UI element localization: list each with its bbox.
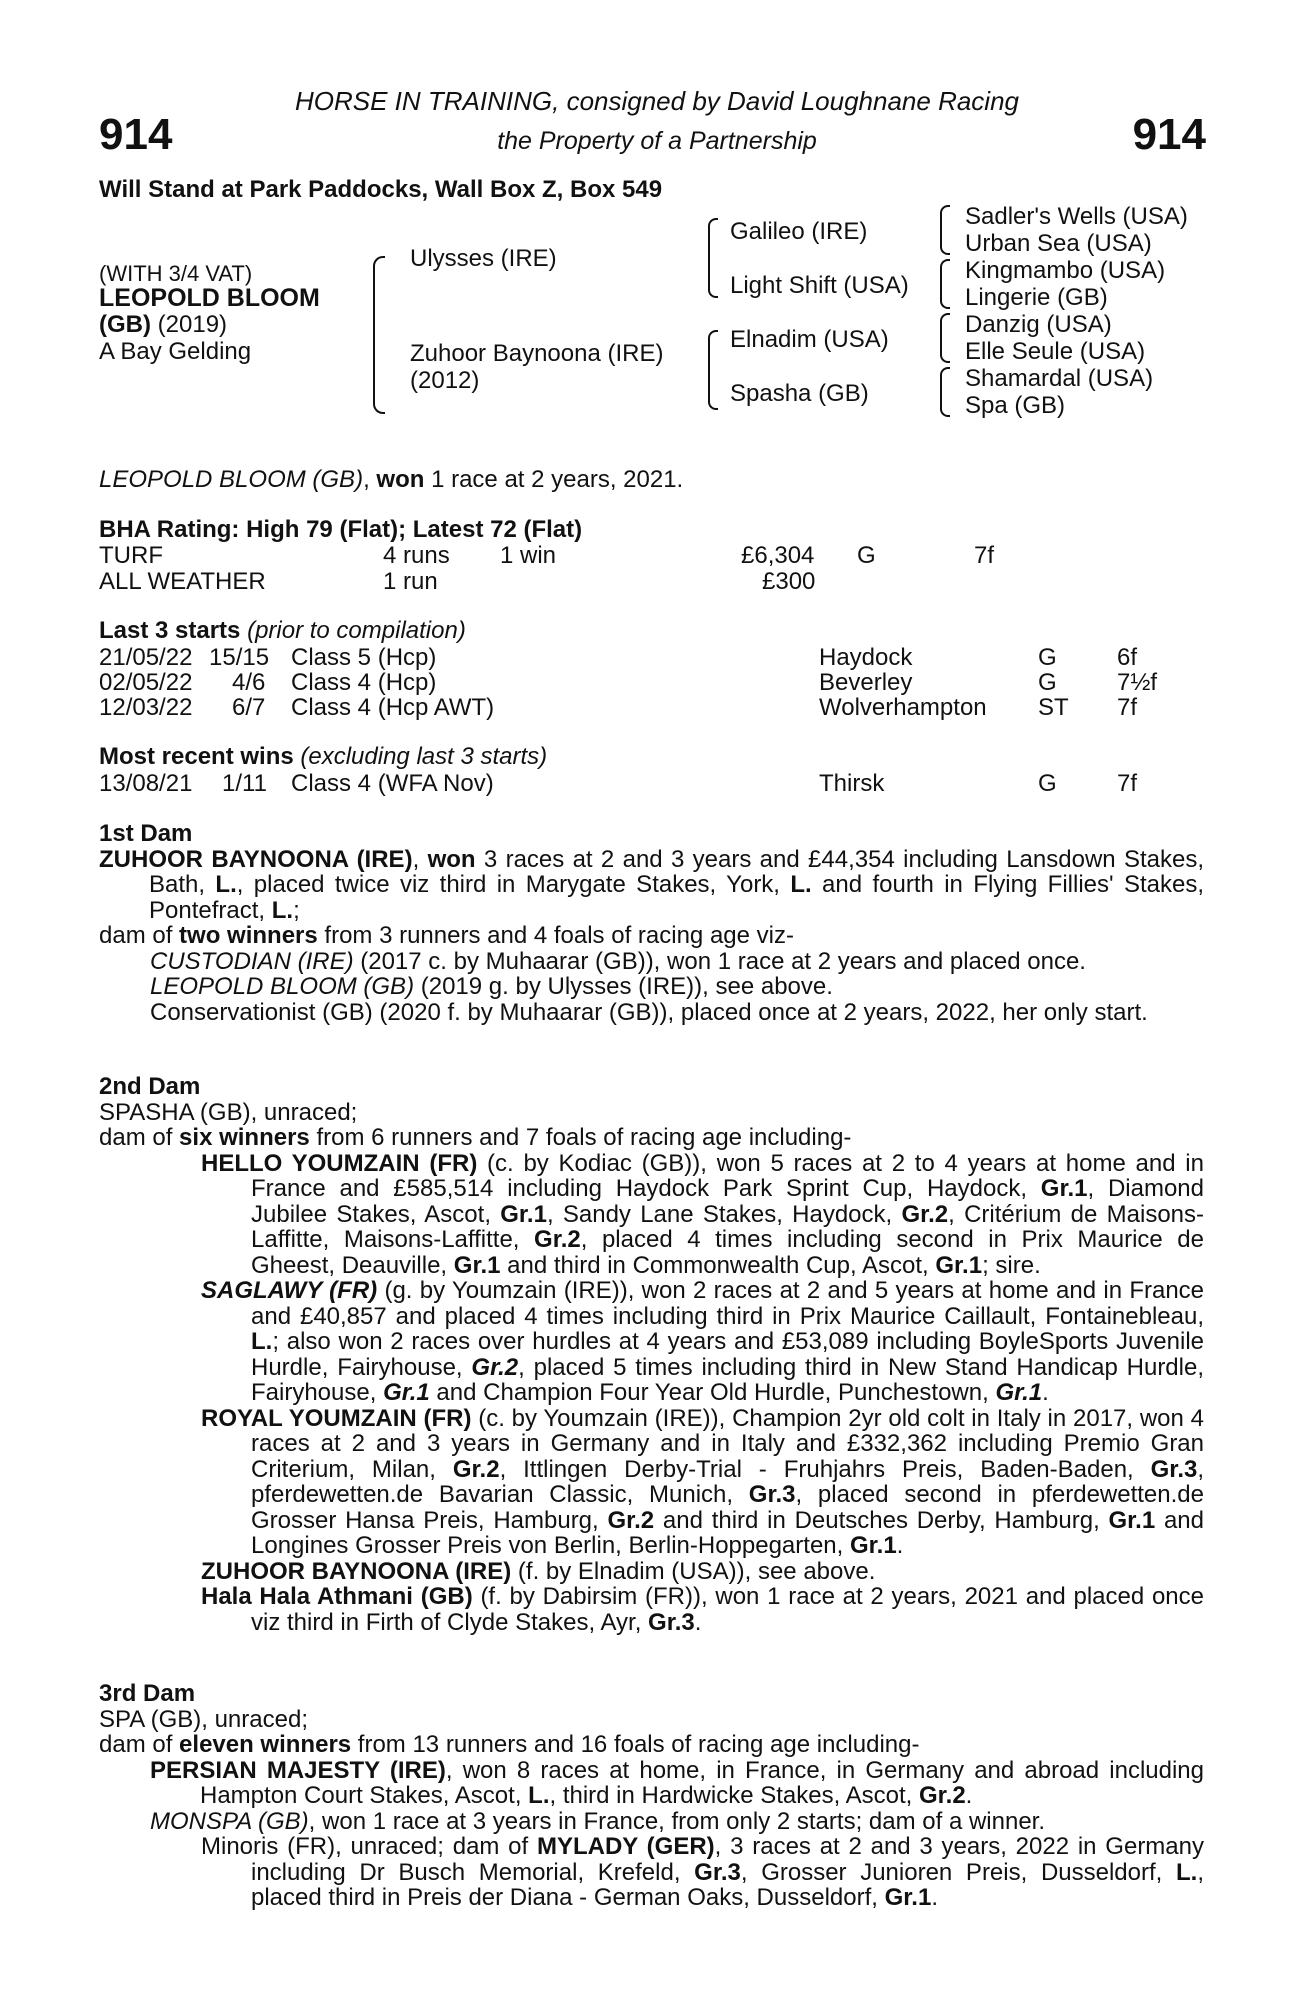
text-run: , placed third in Preis der Diana - German Oaks, Dusseldorf, [251, 1858, 1204, 1911]
start-going: G [1038, 669, 1057, 696]
second-dam-produce-item [99, 1584, 1204, 1635]
text-run: and third in Commonwealth Cup, Ascot, [500, 1251, 936, 1279]
start-course: Haydock [819, 644, 913, 671]
text-run: (f. by Elnadim (USA)), see above. [511, 1557, 876, 1585]
pedigree-brace-gen1 [373, 256, 385, 414]
rating-surface: TURF [99, 542, 163, 569]
pedigree-brace-dam [708, 330, 718, 410]
text-run: L. [215, 871, 237, 898]
text-run: . [931, 1884, 938, 1911]
rating-distance: 7f [974, 542, 995, 569]
third-dam-section [99, 1681, 1204, 1911]
text-run: ; [293, 896, 300, 924]
pedigree-brace-ss [940, 205, 950, 255]
text-run: six winners [179, 1124, 310, 1151]
text-run: Gr.1 [884, 1884, 932, 1911]
text-run: L. [251, 1328, 273, 1355]
rating-wins: 1 win [500, 542, 557, 569]
second-dam-heading: 2nd Dam [99, 1073, 201, 1100]
win-going: G [1038, 770, 1057, 797]
text-run: 3 races at 2 and 3 years and £44,354 including Lansdown Stakes, Bath, [149, 845, 1204, 898]
text-run: LEOPOLD BLOOM (GB) [150, 973, 415, 1000]
pedigree-brace-dd [940, 367, 950, 417]
text-run: Gr.1 [453, 1251, 501, 1279]
text-run: dam of [99, 922, 180, 949]
text-run: , [412, 845, 428, 873]
text-run: . [896, 1532, 904, 1559]
text-run: and Longines Grosser Preis von Berlin, Berlin-Hoppegarten, [251, 1506, 1204, 1559]
first-dam-produce-item [99, 974, 1204, 1000]
start-going: ST [1038, 694, 1069, 721]
text-run: . [1042, 1379, 1049, 1406]
horse-origin-year [99, 312, 227, 337]
text-run: Conservationist (GB) (2020 f. by Muhaarar (GB)), placed once at 2 years, 2022, her only start. [150, 998, 1148, 1026]
horse-origin: (GB) [99, 311, 151, 338]
start-course: Wolverhampton [819, 694, 987, 721]
text-run: from 3 runners and 4 foals of racing age viz- [317, 922, 794, 949]
text-run: MYLADY (GER) [536, 1833, 715, 1860]
text-run: , Ittlingen Derby-Trial - Fruhjahrs Preis, Baden-Baden, [499, 1455, 1151, 1483]
text-run: (f. by Dabirsim (FR)), won 1 race at 2 years, 2021 and placed once viz third in Firth of Clyde Stakes, Ayr, [251, 1583, 1204, 1636]
text-run: Gr.1 [1040, 1175, 1088, 1202]
start-class: Class 5 (Hcp) [291, 644, 437, 671]
third-dam-heading: 3rd Dam [99, 1680, 196, 1707]
start-row [0, 645, 1314, 670]
text-run: ZUHOOR BAYNOONA (IRE) [201, 1557, 512, 1585]
text-run: PERSIAN MAJESTY (IRE) [150, 1756, 446, 1784]
rating-row-aw [0, 569, 1314, 594]
rating-runs: 4 runs [383, 542, 450, 569]
horse-year: (2019) [150, 311, 228, 338]
text-run: Gr.2 [901, 1200, 949, 1228]
start-row [0, 670, 1314, 695]
sire-dam-sire: Kingmambo (USA) [965, 257, 1166, 284]
win-date: 13/08/21 [99, 770, 193, 797]
text-run: , Sandy Lane Stakes, Haydock, [546, 1200, 902, 1228]
race-summary [99, 467, 683, 492]
start-class: Class 4 (Hcp) [291, 669, 437, 696]
second-dam-produce-item [99, 1559, 1204, 1585]
text-run: from 6 runners and 7 foals of racing age including- [309, 1124, 852, 1151]
text-run: dam of [99, 1124, 180, 1151]
first-dam-produce-summary [99, 923, 1204, 949]
text-run: HELLO YOUMZAIN (FR) [201, 1149, 478, 1177]
vat-note: (WITH 3/4 VAT) [99, 261, 253, 286]
text-run: , won 8 races at home, in France, in Germany and abroad including Hampton Court Stakes, Ascot, [200, 1756, 1204, 1809]
text-run: , 3 races at 2 and 3 years, 2022 in Germany including Dr Busch Memorial, Krefeld, [251, 1833, 1204, 1886]
rating-runs: 1 run [383, 568, 438, 595]
summary-sep: , [363, 466, 377, 493]
text-run: Gr.3 [648, 1608, 695, 1636]
rating-surface: ALL WEATHER [99, 568, 266, 595]
first-dam-won: won [427, 845, 476, 873]
catalogue-title: HORSE IN TRAINING, consigned by David Loughnane Racing [294, 86, 1019, 116]
text-run: , placed twice viz third in Marygate Stakes, York, [236, 871, 791, 898]
text-run: L. [1176, 1858, 1198, 1886]
first-dam-produce-item [99, 1000, 1204, 1026]
first-dam-produce-item [99, 949, 1204, 975]
dam-dam-dam: Spa (GB) [965, 392, 1066, 419]
text-run: (2019 g. by Ulysses (IRE)), see above. [414, 973, 833, 1000]
start-class: Class 4 (Hcp AWT) [291, 694, 495, 721]
text-run: (2017 c. by Muhaarar (GB)), won 1 race at 2 years and placed once. [353, 947, 1086, 975]
text-run: L. [790, 871, 812, 898]
catalogue-subtitle: the Property of a Partnership [497, 127, 817, 155]
pedigree-brace-ds [940, 313, 950, 363]
second-dam-line: SPASHA (GB), unraced; [99, 1098, 358, 1126]
text-run: Hala Hala Athmani (GB) [201, 1583, 473, 1610]
last-starts-label: Last 3 starts [99, 617, 241, 644]
lot-number-right: 914 [1132, 110, 1206, 159]
start-row [0, 695, 1314, 720]
start-date: 02/05/22 [99, 669, 193, 696]
third-dam-produce-item [99, 1834, 1204, 1911]
text-run: , Diamond Jubilee Stakes, Ascot, [251, 1175, 1204, 1228]
start-distance: 7½f [1117, 669, 1158, 696]
win-position: 1/11 [222, 770, 267, 797]
dam-year: (2012) [410, 367, 480, 394]
rating-row-turf [0, 543, 1314, 568]
text-run: (c. by Youmzain (IRE)), Champion 2yr old colt in Italy in 2017, won 4 races at 2 and 3 years in Germany and in Italy and £332,362 including Premio Gran Criterium, Milan, [251, 1404, 1204, 1483]
win-distance: 7f [1117, 770, 1138, 797]
pedigree-brace-sire [708, 218, 718, 298]
start-date: 21/05/22 [99, 644, 193, 671]
first-dam-winners: two winners [179, 922, 318, 949]
text-run: ; sire. [982, 1251, 1041, 1279]
first-dam-section [99, 821, 1204, 1025]
text-run: Gr.3 [694, 1858, 741, 1886]
text-run: Gr.1 [995, 1379, 1043, 1406]
text-run: L. [528, 1782, 550, 1809]
bha-rating-title: BHA Rating: High 79 (Flat); Latest 72 (Flat) [99, 516, 583, 543]
dam-dam-sire: Shamardal (USA) [965, 365, 1154, 392]
text-run: ; also won 2 races over hurdles at 4 years and £53,089 including BoyleSports Juvenile Hurdle, Fairyhouse, [251, 1328, 1204, 1381]
dam-sire: Elnadim (USA) [730, 326, 889, 353]
start-position: 4/6 [232, 669, 266, 696]
text-run: Gr.1 [849, 1532, 897, 1559]
text-run: , third in Hardwicke Stakes, Ascot, [549, 1782, 919, 1809]
start-going: G [1038, 644, 1057, 671]
second-dam-produce-summary [99, 1125, 1204, 1151]
text-run: Gr.1 [500, 1200, 547, 1228]
text-run: ROYAL YOUMZAIN (FR) [201, 1404, 472, 1432]
text-run: Gr.2 [918, 1782, 966, 1809]
horse-description: A Bay Gelding [99, 338, 252, 365]
text-run: , pferdewetten.de Bavarian Classic, Munich, [251, 1455, 1205, 1508]
pedigree-brace-sd [940, 259, 950, 309]
text-run: Gr.2 [534, 1226, 581, 1253]
text-run: . [694, 1608, 702, 1636]
text-run: Gr.2 [452, 1455, 500, 1483]
sire-dam: Light Shift (USA) [730, 272, 909, 299]
start-date: 12/03/22 [99, 694, 193, 721]
third-dam-produce-item [99, 1758, 1204, 1809]
recent-wins-note: (excluding last 3 starts) [293, 743, 548, 770]
start-distance: 7f [1117, 694, 1138, 721]
text-run: CUSTODIAN (IRE) [150, 947, 354, 975]
text-run: dam of [99, 1731, 180, 1758]
first-dam-heading: 1st Dam [99, 820, 193, 847]
start-position: 15/15 [209, 644, 270, 671]
text-run: (c. by Kodiac (GB)), won 5 races at 2 to 4 years at home and in France and £585,514 including Haydock Park Sprint Cup, Haydock, [251, 1149, 1204, 1202]
summary-won: won [376, 466, 425, 493]
rating-prize: £6,304 [741, 542, 815, 569]
dam-sire-sire: Danzig (USA) [965, 311, 1112, 338]
first-dam-name: ZUHOOR BAYNOONA (IRE) [99, 845, 413, 873]
win-row [0, 771, 1314, 796]
text-run: (g. by Youmzain (IRE)), won 2 races at 2 and 5 years at home and in France and £40,857 and placed 4 times including third in Prix Maurice Caillault, Fontainebleau, [251, 1277, 1205, 1330]
text-run: , placed 5 times including third in New Stand Handicap Hurdle, Fairyhouse, [251, 1353, 1205, 1406]
win-course: Thirsk [819, 770, 885, 797]
text-run: Gr.2 [471, 1353, 519, 1381]
text-run: MONSPA (GB) [150, 1807, 309, 1835]
second-dam-produce-item [99, 1406, 1204, 1559]
text-run: . [965, 1782, 973, 1809]
recent-wins-title [99, 744, 547, 769]
start-position: 6/7 [232, 694, 266, 721]
text-run: SAGLAWY (FR) [201, 1277, 378, 1304]
text-run: and fourth in Flying Fillies' Stakes, Pontefract, [149, 871, 1205, 924]
horse-name: LEOPOLD BLOOM [99, 284, 320, 312]
sire-sire-sire: Sadler's Wells (USA) [965, 203, 1188, 230]
stand-location: Will Stand at Park Paddocks, Wall Box Z, Box 549 [99, 176, 663, 203]
first-dam-record [99, 847, 1204, 924]
rating-going: G [857, 542, 876, 569]
text-run: Gr.2 [607, 1506, 655, 1534]
rating-prize: £300 [762, 568, 816, 595]
third-dam-line: SPA (GB), unraced; [99, 1705, 308, 1733]
second-dam-section [99, 1074, 1204, 1635]
last-starts-note: (prior to compilation) [240, 617, 466, 644]
sire-sire: Galileo (IRE) [730, 218, 868, 245]
text-run: Gr.1 [935, 1251, 983, 1279]
text-run: , placed second in pferdewetten.de Grosser Hansa Preis, Hamburg, [251, 1481, 1204, 1534]
third-dam-produce-item [99, 1809, 1204, 1835]
text-run: and third in Deutsches Derby, Hamburg, [654, 1506, 1109, 1534]
lot-number-left: 914 [99, 110, 173, 159]
dam-dam: Spasha (GB) [730, 380, 869, 407]
dam-sire-dam: Elle Seule (USA) [965, 338, 1146, 365]
second-dam-produce-item [99, 1278, 1204, 1406]
text-run: Gr.1 [383, 1379, 430, 1406]
text-run: Minoris (FR), unraced; dam of [201, 1833, 537, 1860]
win-class: Class 4 (WFA Nov) [291, 770, 494, 797]
text-run: Gr.1 [1108, 1506, 1156, 1534]
text-run: , Grosser Junioren Preis, Dusseldorf, [740, 1858, 1176, 1886]
start-course: Beverley [819, 669, 913, 696]
text-run: Gr.3 [1150, 1455, 1198, 1483]
text-run: , Critérium de Maisons-Laffitte, Maisons-Laffitte, [251, 1200, 1204, 1253]
text-run: eleven winners [179, 1731, 352, 1758]
text-run: from 13 runners and 16 foals of racing age including- [351, 1731, 920, 1758]
sire: Ulysses (IRE) [410, 245, 557, 272]
summary-horse: LEOPOLD BLOOM (GB) [99, 466, 364, 493]
recent-wins-label: Most recent wins [99, 743, 294, 770]
text-run: and Champion Four Year Old Hurdle, Punchestown, [429, 1379, 996, 1406]
summary-rest: 1 race at 2 years, 2021. [424, 466, 684, 493]
text-run: L. [271, 896, 294, 924]
text-run: Gr.3 [748, 1481, 796, 1508]
dam: Zuhoor Baynoona (IRE) [410, 340, 664, 367]
text-run: , won 1 race at 3 years in France, from only 2 starts; dam of a winner. [308, 1807, 1045, 1835]
text-run: , placed 4 times including second in Prix Maurice de Gheest, Deauville, [251, 1226, 1204, 1279]
sire-sire-dam: Urban Sea (USA) [965, 230, 1152, 257]
second-dam-produce-item [99, 1151, 1204, 1279]
third-dam-produce-summary [99, 1732, 1204, 1758]
last-starts-title [99, 618, 466, 643]
sire-dam-dam: Lingerie (GB) [965, 284, 1108, 311]
start-distance: 6f [1117, 644, 1138, 671]
